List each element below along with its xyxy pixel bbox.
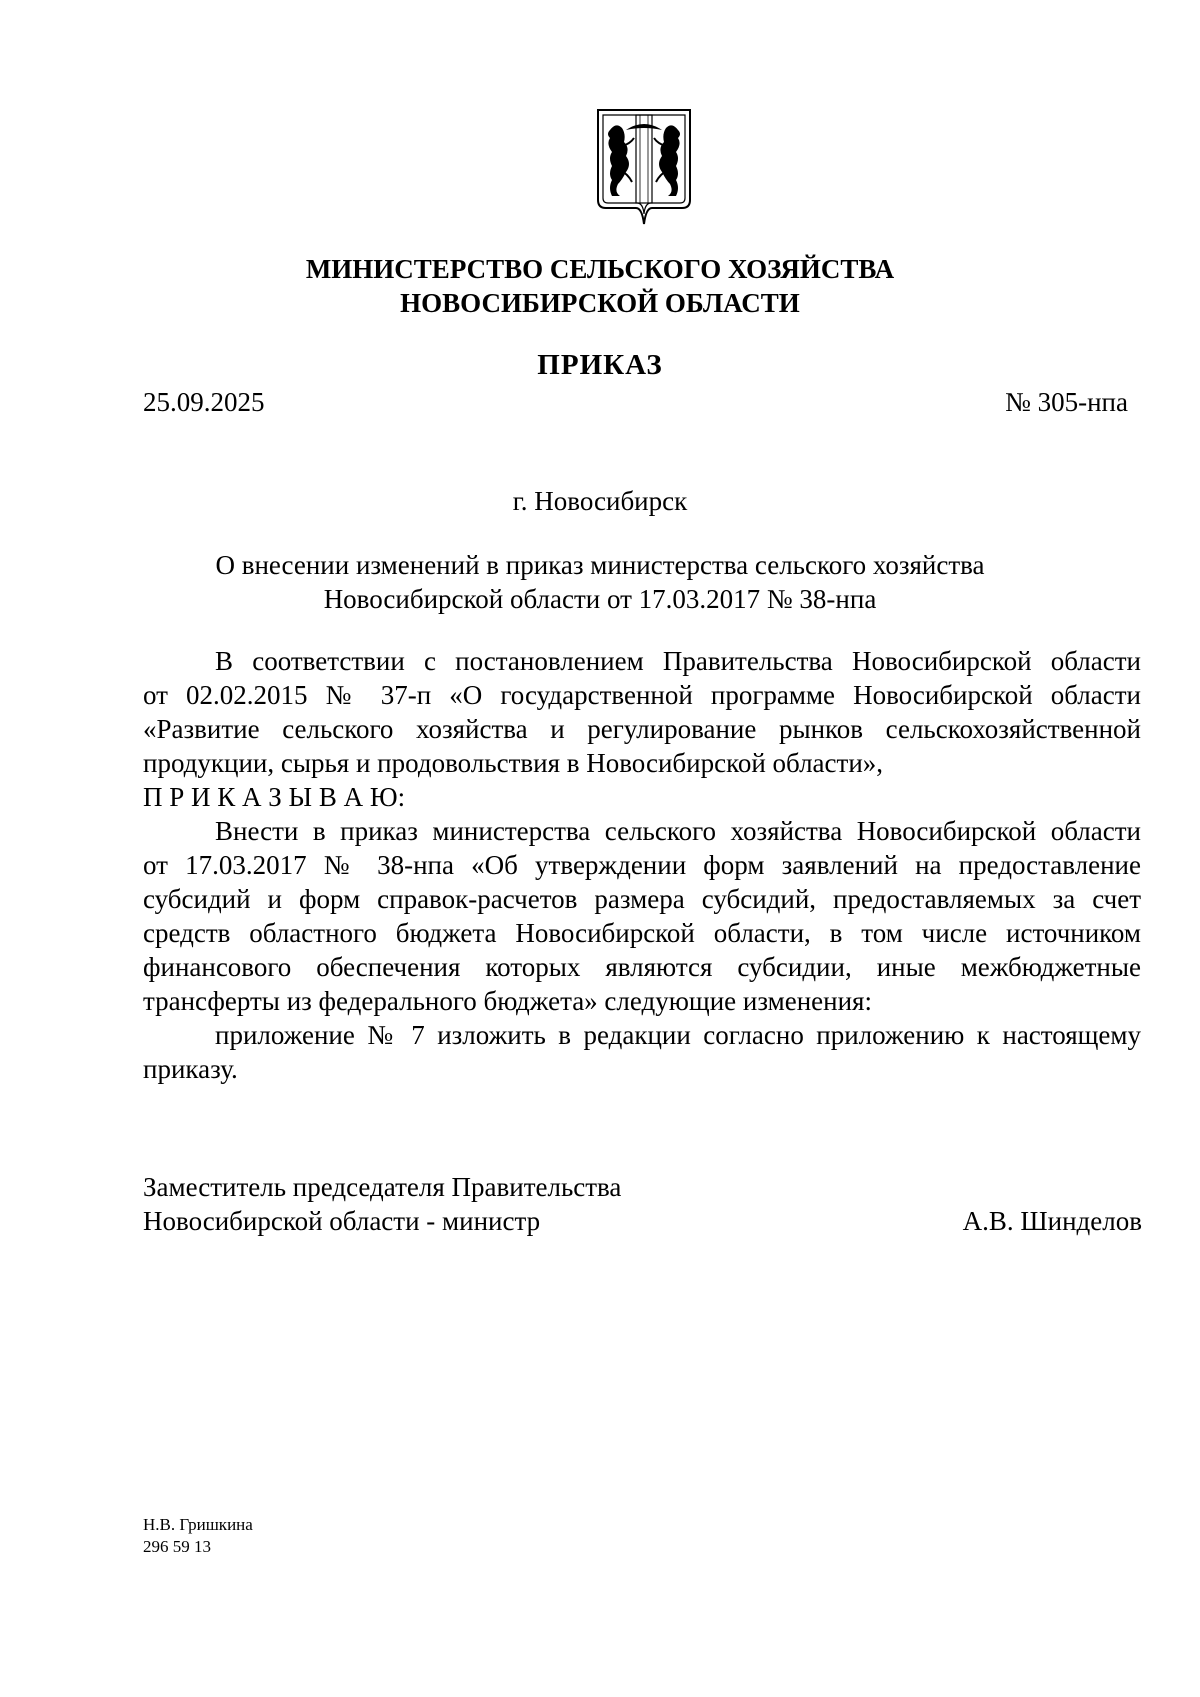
subject-line2: Новосибирской области от 17.03.2017 № 38-нпа	[323, 584, 877, 614]
body-line: продукции, сырья и продовольствия в Новосибирской области»,	[143, 748, 884, 778]
document-type-title: ПРИКАЗ	[537, 349, 663, 381]
body-line: приказу.	[143, 1054, 238, 1084]
body-line: от 17.03.2017 № 38-нпа «Об утверждении форм заявлений на предоставление	[143, 850, 1141, 880]
body-line: трансферты из федерального бюджета» следующие изменения:	[143, 986, 872, 1016]
body-line: В соответствии с постановлением Правительства Новосибирской области	[215, 646, 1141, 676]
document-number: № 305-нпа	[1005, 387, 1128, 417]
body-line: Внести в приказ министерства сельского хозяйства Новосибирской области	[215, 816, 1141, 846]
ministry-name-line1: МИНИСТЕРСТВО СЕЛЬСКОГО ХОЗЯЙСТВА	[305, 254, 895, 284]
body-line: приложение № 7 изложить в редакции согласно приложению к настоящему	[215, 1020, 1141, 1050]
executor-phone: 296 59 13	[143, 1537, 211, 1556]
signatory-name: А.В. Шинделов	[962, 1206, 1142, 1236]
document-city: г. Новосибирск	[512, 486, 688, 516]
body-line: «Развитие сельского хозяйства и регулирование рынков сельскохозяйственной	[143, 714, 1141, 744]
subject-line1: О внесении изменений в приказ министерства сельского хозяйства	[215, 550, 985, 580]
body-line: средств областного бюджета Новосибирской области, в том числе источником	[143, 918, 1141, 948]
body-line: финансового обеспечения которых являются субсидии, иные межбюджетные	[143, 952, 1141, 982]
body-line-order-word: П Р И К А З Ы В А Ю:	[143, 782, 406, 812]
signatory-position-line2: Новосибирской области - министр	[143, 1206, 541, 1236]
body-line: от 02.02.2015 № 37-п «О государственной программе Новосибирской области	[143, 680, 1141, 710]
document-date: 25.09.2025	[143, 387, 265, 417]
body-line: субсидий и форм справок-расчетов размера субсидий, предоставляемых за счет	[143, 884, 1141, 914]
novosibirsk-coat-of-arms-icon	[596, 108, 692, 226]
executor-name: Н.В. Гришкина	[143, 1515, 253, 1534]
signatory-position-line1: Заместитель председателя Правительства	[143, 1172, 622, 1202]
ministry-name-line2: НОВОСИБИРСКОЙ ОБЛАСТИ	[400, 288, 800, 318]
